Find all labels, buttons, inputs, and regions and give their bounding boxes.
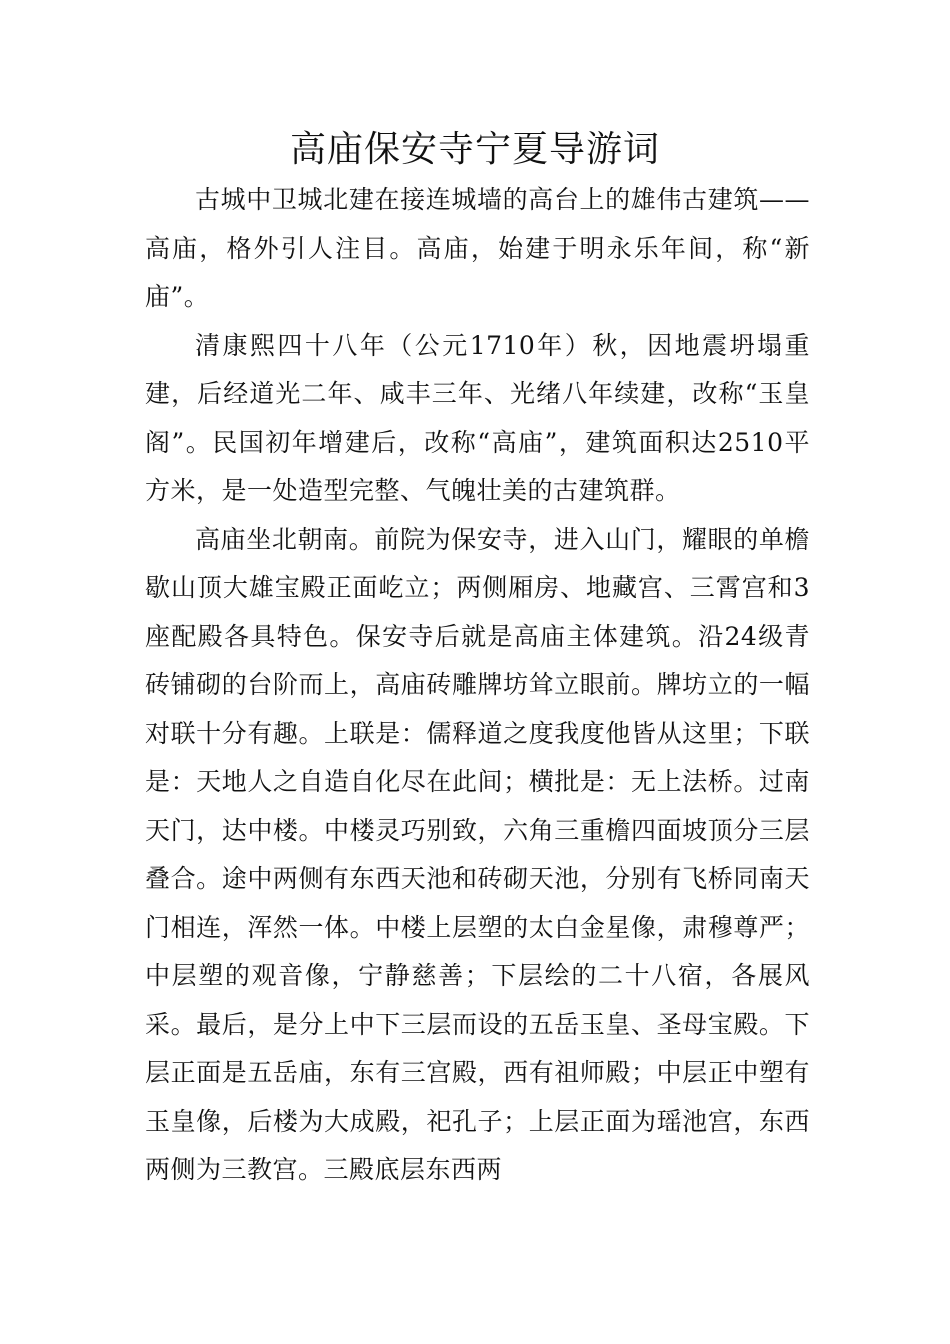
- paragraph-3: 高庙坐北朝南。前院为保安寺，进入山门，耀眼的单檐歇山顶大雄宝殿正面屹立；两侧厢房、地藏宫、三霄宫和3座配殿各具特色。保安寺后就是高庙主体建筑。沿24级青砖铺砌的台阶而上，高庙砖雕牌坊耸立眼前。牌坊立的一幅对联十分有趣。上联是：儒释道之度我度他皆从这里；下联是：天地人之自造自化尽在此间；横批是：无上法桥。过南天门，达中楼。中楼灵巧别致，六角三重檐四面坡顶分三层叠合。途中两侧有东西天池和砖砌天池，分别有飞桥同南天门相连，浑然一体。中楼上层塑的太白金星像，肃穆尊严；中层塑的观音像，宁静慈善；下层绘的二十八宿，各展风采。最后，是分上中下三层而设的五岳玉皇、圣母宝殿。下层正面是五岳庙，东有三宫殿，西有祖师殿；中层正中塑有玉皇像，后楼为大成殿，祀孔子；上层正面为瑶池宫，东西两侧为三教宫。三殿底层东西两: [145, 524, 810, 1184]
- document-body: [145, 176, 810, 1195]
- page-title: 高庙保安寺宁夏导游词: [289, 129, 660, 170]
- paragraph-1: 古城中卫城北建在接连城墙的高台上的雄伟古建筑——高庙，格外引人注目。高庙，始建于明永乐年间，称“新庙”。: [145, 185, 810, 311]
- paragraph-2: 清康熙四十八年（公元1710年）秋，因地震坍塌重建，后经道光二年、咸丰三年、光绪八年续建，改称“玉皇阁”。民国初年增建后，改称“高庙”，建筑面积达2510平方米，是一处造型完整、气魄壮美的古建筑群。: [145, 330, 810, 505]
